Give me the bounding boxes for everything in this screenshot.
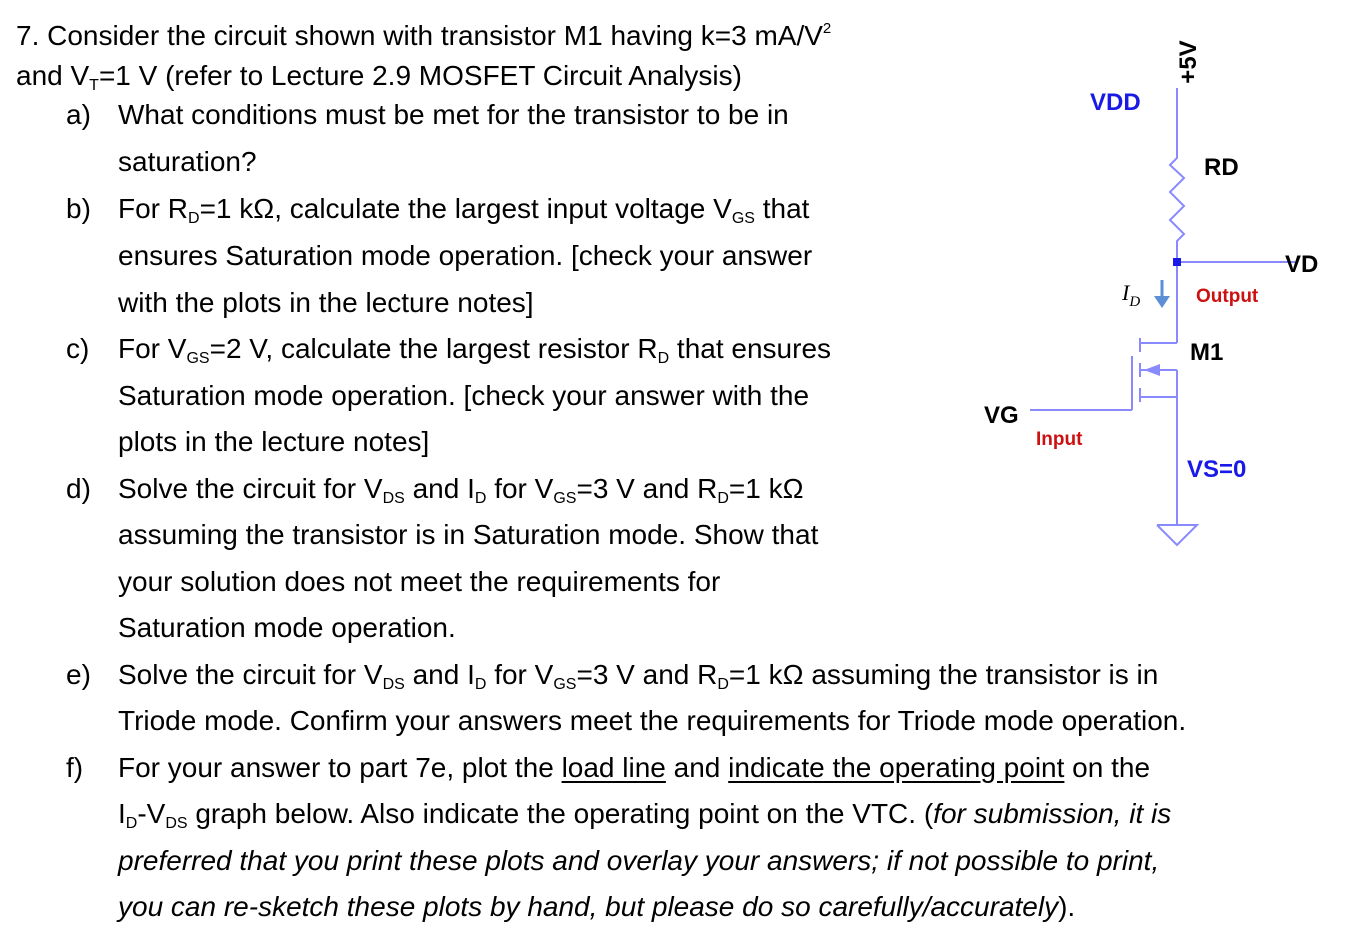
item-d-line1: Solve the circuit for $V_{DS}$ and $I_D$ for $V_{GS}=3$ V and $R_D=1$ kΩ (118, 473, 804, 507)
load-line-underlined: load line (561, 752, 666, 783)
problem-heading-line2: and $V_T=1$ V (refer to Lecture 2.9 MOSFET Circuit Analysis) (16, 60, 742, 94)
vdd-label: VDD (1090, 89, 1141, 116)
id-label: $I_D$ (1122, 280, 1141, 310)
supply-voltage-label: +5V (1175, 40, 1202, 84)
item-letter-b: b) (66, 193, 91, 224)
item-d-line2: assuming the transistor is in Saturation mode. Show that (118, 519, 819, 550)
item-e-line2: Triode mode. Confirm your answers meet the requirements for Triode mode operation. (118, 705, 1187, 736)
resistor-rd (1170, 142, 1184, 262)
item-letter-f: f) (66, 752, 84, 783)
circuit-wires (1030, 88, 1295, 545)
item-letter-a: a) (66, 99, 91, 130)
output-label: Output (1196, 286, 1259, 307)
vd-node-dot (1173, 258, 1181, 266)
vg-label: VG (984, 402, 1019, 429)
item-c-line2: Saturation mode operation. [check your answer with the (118, 380, 810, 411)
item-letter-e: e) (66, 659, 91, 690)
item-b-line2: ensures Saturation mode operation. [check your answer (118, 240, 813, 271)
item-f-line2: $I_D-V_{DS}$ graph below. Also indicate the operating point on the VTC. (for submission, it is (118, 798, 1172, 832)
item-d-line3: your solution does not meet the requirements for (118, 566, 721, 597)
rd-label: RD (1204, 154, 1239, 181)
current-arrow-icon (1154, 280, 1170, 308)
item-c-line1: For $V_{GS}=2$ V, calculate the largest resistor $R_D$ that ensures (118, 333, 832, 367)
item-letter-c: c) (66, 333, 90, 364)
operating-point-underlined: indicate the operating point (728, 752, 1065, 783)
input-label: Input (1036, 429, 1083, 450)
item-f-line3: preferred that you print these plots and overlay your answers; if not possible to print, (118, 845, 1160, 876)
item-a-line2: saturation? (118, 146, 257, 177)
item-d-line4: Saturation mode operation. (118, 612, 456, 643)
item-e-line1: Solve the circuit for $V_{DS}$ and $I_D$ for $V_{GS}=3$ V and $R_D=1$ kΩ assuming the transistor is in (118, 659, 1159, 693)
item-c-line3: plots in the lecture notes] (118, 426, 430, 457)
ground-symbol (1157, 525, 1197, 545)
item-b-line3: with the plots in the lecture notes] (118, 287, 534, 318)
m1-label: M1 (1190, 339, 1224, 366)
body-arrow-icon (1144, 364, 1160, 376)
vs-label: VS=0 (1187, 456, 1247, 483)
item-f-line1: For your answer to part 7e, plot the load line and indicate the operating point on the (118, 752, 1151, 783)
item-f-line4: you can re-sketch these plots by hand, but please do so carefully/accurately). (118, 891, 1076, 922)
item-a-line1: What conditions must be met for the transistor to be in (118, 99, 789, 130)
item-b-line1: For $R_D=1$ kΩ, calculate the largest input voltage $V_{GS}$ that (118, 193, 810, 227)
item-letter-d: d) (66, 473, 91, 504)
problem-heading-line1: 7. Consider the circuit shown with transistor M1 having k=3 $mA/V^2$ (16, 20, 832, 51)
vd-label: VD (1285, 251, 1319, 278)
